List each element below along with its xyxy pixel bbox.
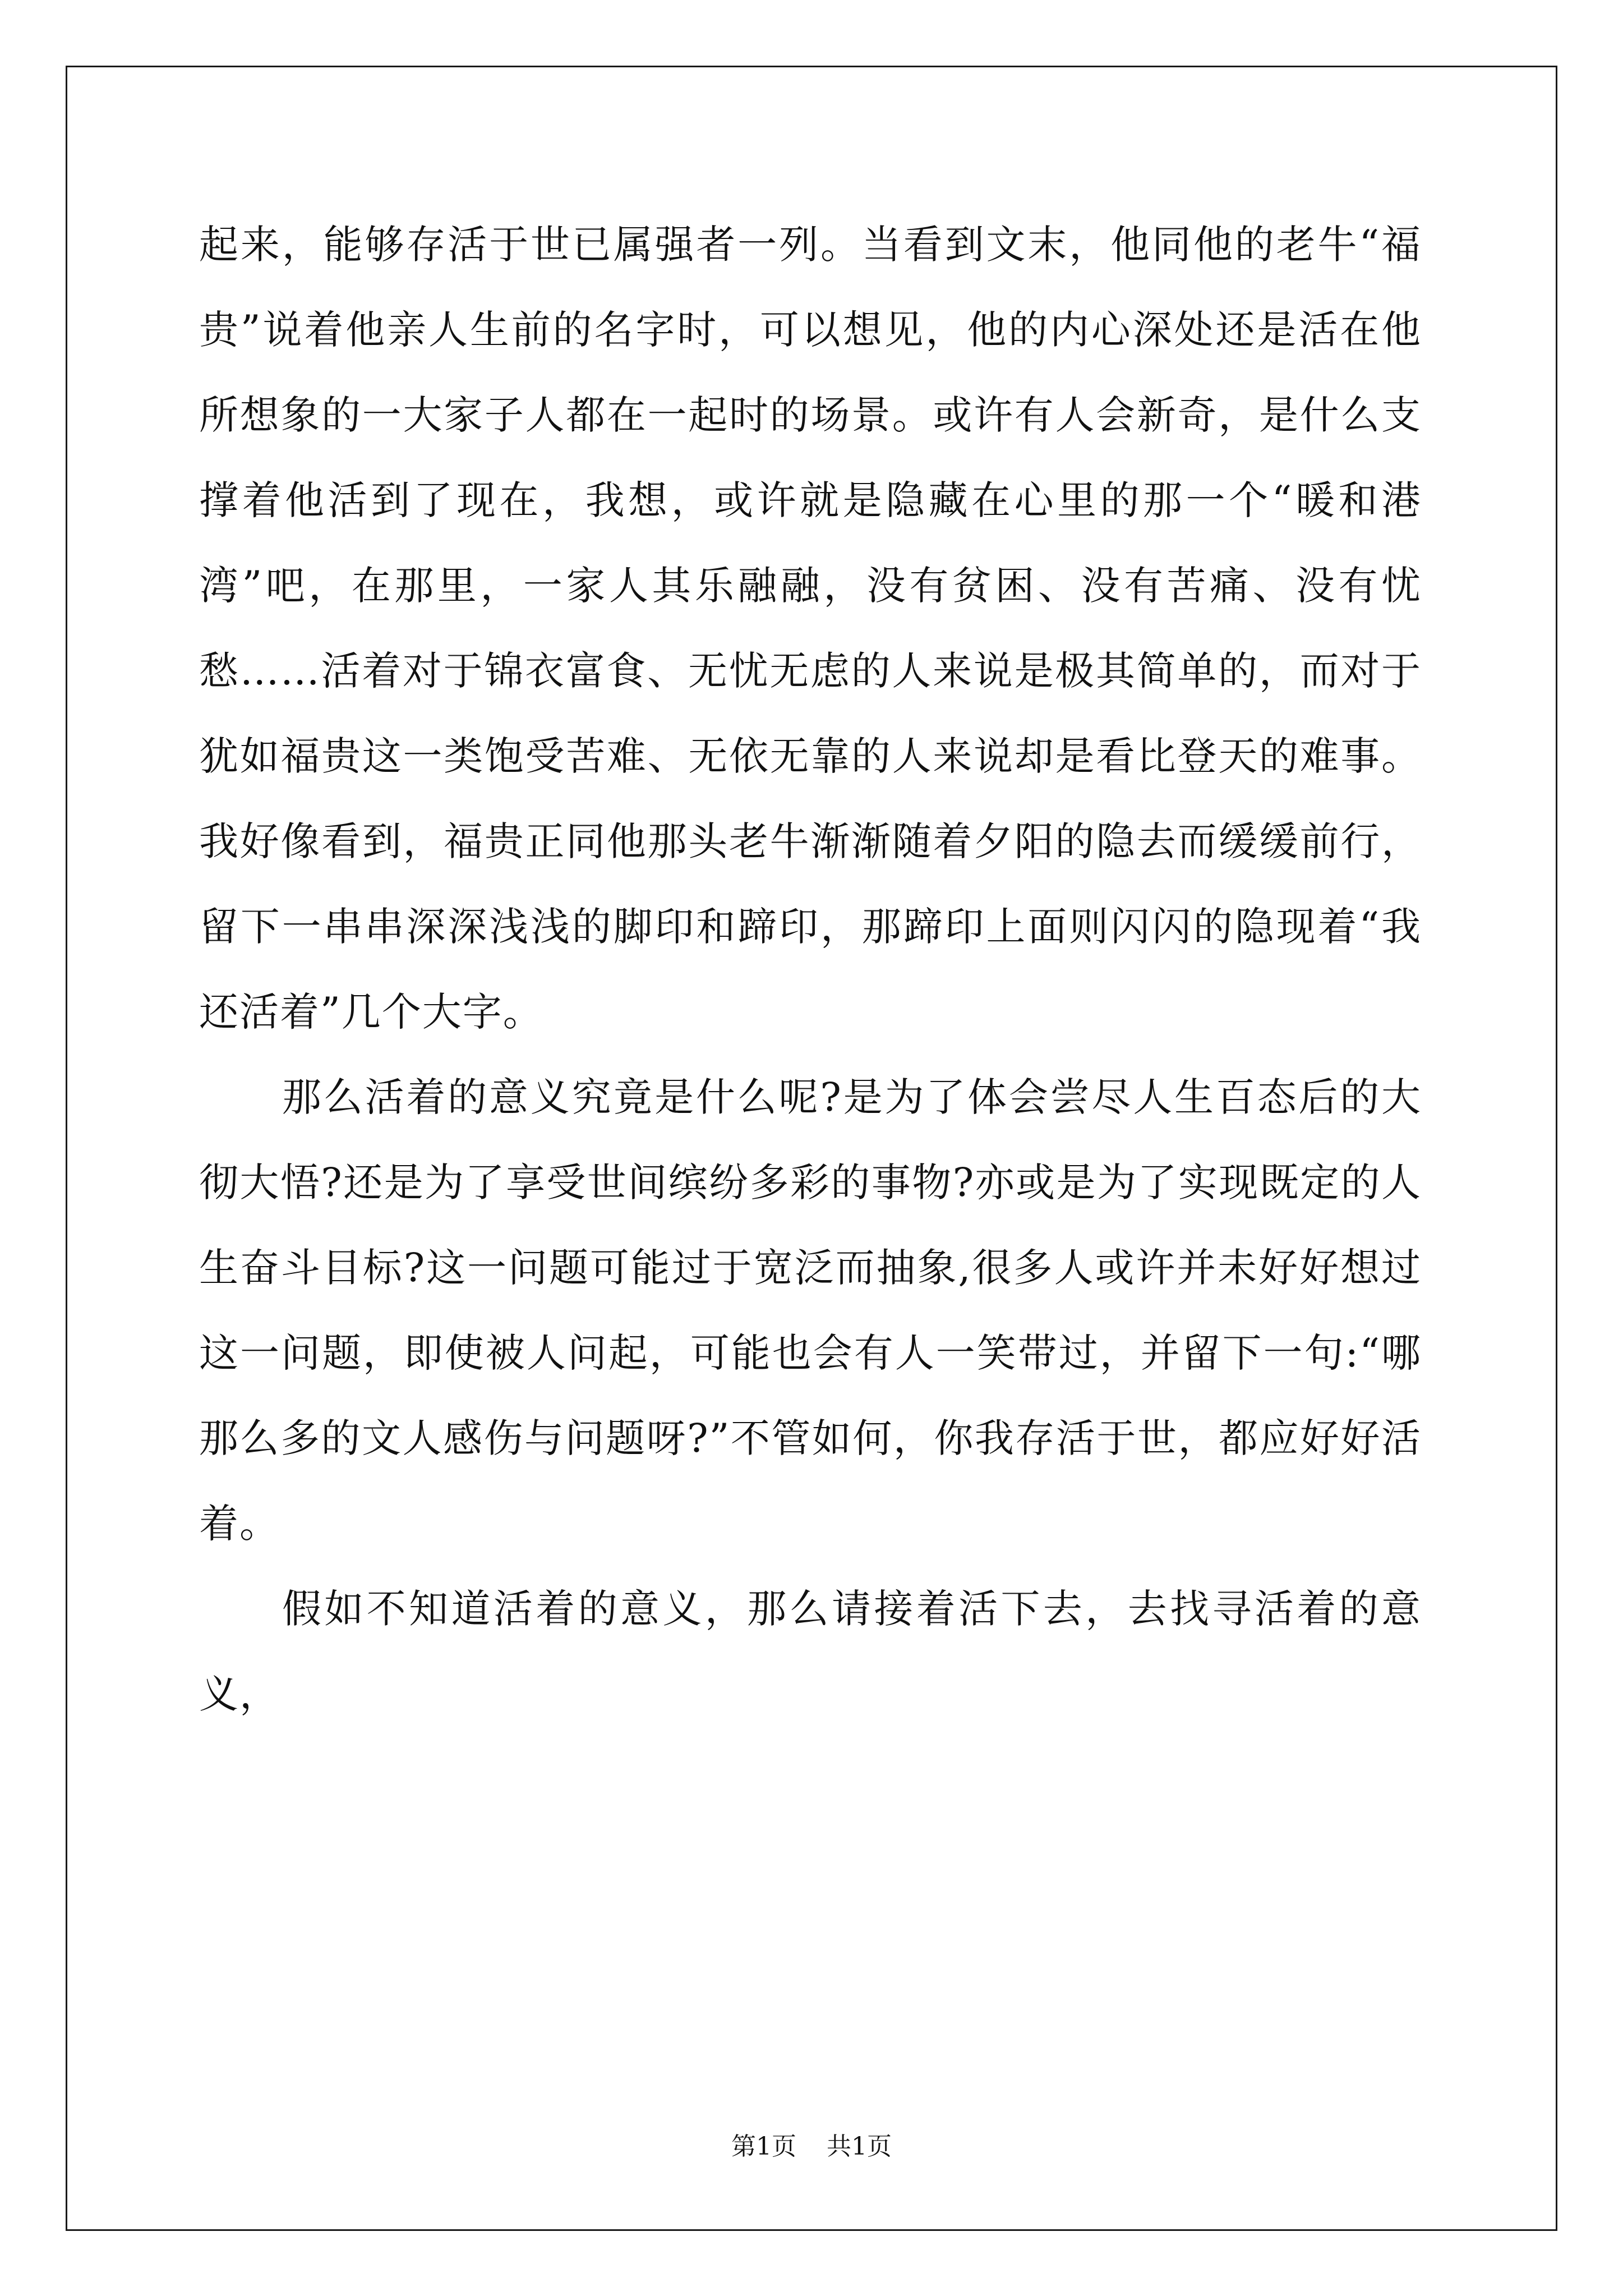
paragraph-1: 起来，能够存活于世已属强者一列。当看到文末，他同他的老牛“福贵”说着他亲人生前的名字时，可以想见，他的内心深处还是活在他所想象的一大家子人都在一起时的场景。或许有人会新奇，是什么支撑着他活到了现在，我想，或许就是隐藏在心里的那一个“暖和港湾”吧，在那里，一家人其乐融融，没有贫困、没有苦痛、没有忧愁……活着对于锦衣富食、无忧无虑的人来说是极其简单的，而对于犹如福贵这一类饱受苦难、无依无靠的人来说却是看比登天的难事。我好像看到，福贵正同他那头老牛渐渐随着夕阳的隐去而缓缓前行，留下一串串深深浅浅的脚印和蹄印，那蹄印上面则闪闪的隐现着“我还活着”几个大字。 <box>199 222 1422 1035</box>
page-total: 共1页 <box>827 2132 892 2161</box>
paragraph-3: 假如不知道活着的意义，那么请接着活下去，去找寻活着的意义， <box>199 1586 1422 1717</box>
page-number: 第1页 <box>731 2132 796 2161</box>
document-body <box>199 202 1422 1737</box>
paragraph-2: 那么活着的意义究竟是什么呢?是为了体会尝尽人生百态后的大彻大悟?还是为了享受世间缤纷多彩的事物?亦或是为了实现既定的人生奋斗目标?这一问题可能过于宽泛而抽象,很多人或许并未好好想过这一问题，即使被人问起，可能也会有人一笑带过，并留下一句:“哪那么多的文人感伤与问题呀?”不管如何，你我存活于世，都应好好活着。 <box>199 1074 1422 1547</box>
page-footer <box>0 2126 1623 2162</box>
